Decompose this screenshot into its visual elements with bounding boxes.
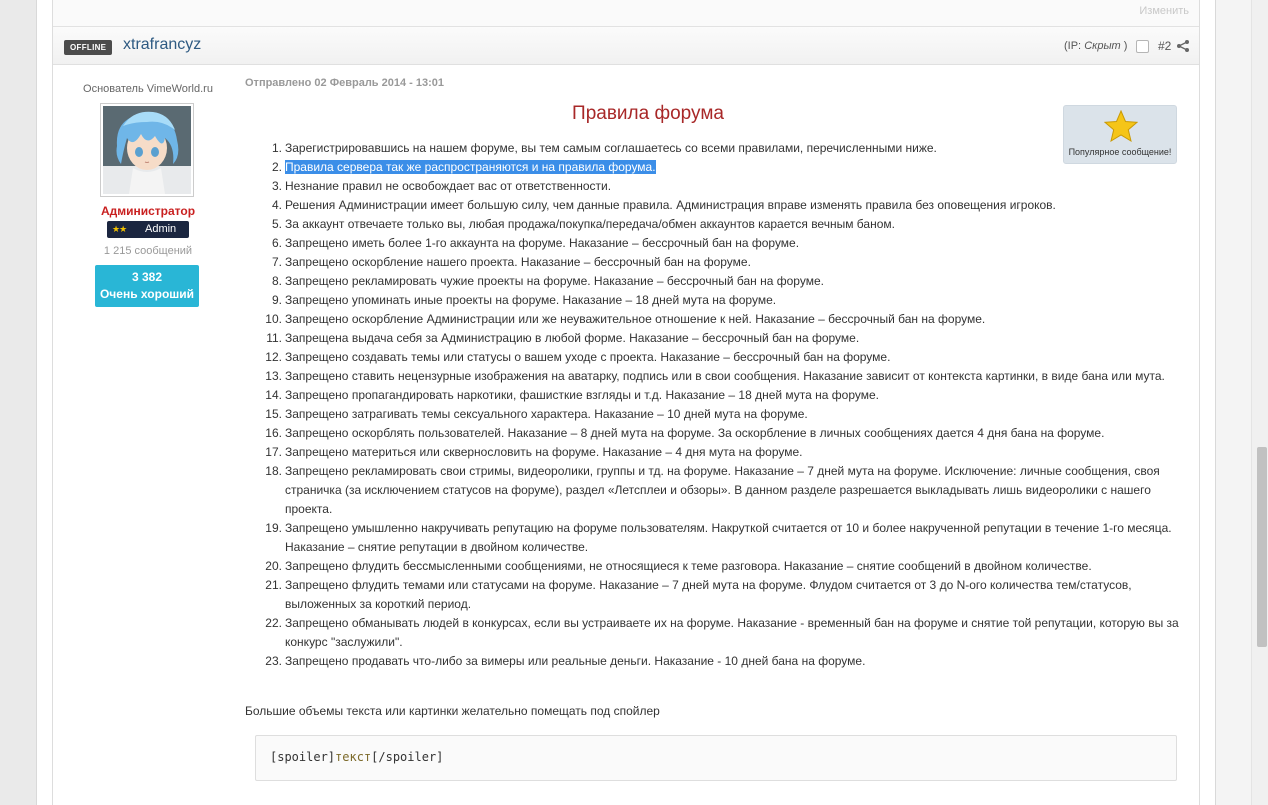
ip-suffix: ): [1123, 40, 1128, 52]
selected-text: Правила сервера так же распространяются и на правила форума.: [285, 160, 656, 174]
rule-item: Запрещено флудить темами или статусами на форуме. Наказание – 7 дней мута на форуме. Флудом считается от 3 до N-ого количества тем/статусов, выложенных за короткий период.: [285, 578, 1132, 611]
post-number-link[interactable]: #2: [1158, 39, 1172, 53]
author-name-link[interactable]: xtrafrancyz: [123, 36, 202, 53]
avatar-image: [103, 106, 191, 194]
rules-list: [285, 139, 1185, 671]
group-name: Администратор: [100, 204, 196, 218]
post-frame: [52, 0, 1200, 805]
rule-item: Запрещено оскорбление Администрации или же неуважительное отношение к ней. Наказание – бессрочный бан на форуме.: [285, 312, 986, 326]
rule-item: Запрещено оскорбление нашего проекта. Наказание – бессрочный бан на форуме.: [285, 255, 751, 269]
share-icon[interactable]: [1176, 39, 1190, 53]
rule-item: Запрещено продавать что-либо за вимеры или реальные деньги. Наказание - 10 дней бана на форуме.: [285, 654, 866, 668]
rule-item: Запрещено затрагивать темы сексуального характера. Наказание – 10 дней мута на форуме.: [285, 407, 808, 421]
reputation-box: [95, 265, 199, 307]
rule-item: Зарегистрировавшись на нашем форуме, вы тем самым соглашаетесь со всеми правилами, перечисленными ниже.: [285, 141, 937, 155]
post-body: [245, 66, 1195, 796]
avatar[interactable]: [100, 103, 194, 197]
post-header: [53, 27, 1199, 65]
multiquote-checkbox[interactable]: [1136, 40, 1149, 53]
rule-item: Запрещено упоминать иные проекты на форуме. Наказание – 18 дней мута на форуме.: [285, 293, 777, 307]
rule-item: Запрещено создавать темы или статусы о вашем уходе с проекта. Наказание – бессрочный бан на форуме.: [285, 350, 891, 364]
popular-post-label: Популярное сообщение!: [1068, 147, 1172, 157]
code-block: [255, 735, 1177, 781]
rule-item: Запрещено рекламировать чужие проекты на форуме. Наказание – бессрочный бан на форуме.: [285, 274, 824, 288]
scrollbar-thumb[interactable]: [1257, 447, 1267, 647]
previous-post-footer: [53, 0, 1199, 27]
rule-item: За аккаунт отвечаете только вы, любая продажа/покупка/передача/обмен аккаунтов карается вечным баном.: [285, 217, 895, 231]
rule-item: Запрещено пропагандировать наркотики, фашисткие взгляды и т.д. Наказание – 18 дней мута на форуме.: [285, 388, 880, 402]
rule-item: Запрещено материться или сквернословить на форуме. Наказание – 4 дня мута на форуме.: [285, 445, 803, 459]
author-title: Основатель VimeWorld.ru: [83, 83, 213, 95]
code-open-tag: [spoiler]: [270, 750, 336, 764]
star-icon: ★★: [112, 224, 127, 234]
rule-item: Запрещено обманывать людей в конкурсах, если вы устраиваете их на форуме. Наказание - временный бан на форуме и снятие той репутации, которую вы за конкурс "заслужили".: [285, 616, 1179, 649]
rule-item: Запрещено ставить нецензурные изображения на аватарку, подпись или в свои сообщения. Наказание зависит от контекста картинки, в виде бана или мута.: [285, 369, 1165, 383]
scrollbar-track[interactable]: [1251, 0, 1268, 805]
rule-item: [285, 158, 1185, 177]
rule-item: Незнание правил не освобождает вас от ответственности.: [285, 179, 612, 193]
ip-prefix: (IP:: [1064, 40, 1082, 52]
rules-title: Правила форума: [572, 103, 724, 124]
rule-item: Запрещено оскорблять пользователей. Наказание – 8 дней мута на форуме. За оскорбление в личных сообщениях дается 4 дня бана на форуме.: [285, 426, 1105, 440]
ip-value: Скрыт: [1084, 40, 1121, 52]
spoiler-note: Большие объемы текста или картинки желательно помещать под спойлер: [245, 704, 660, 718]
post-count: 1 215 сообщений: [103, 245, 193, 257]
rule-item: Решения Администрации имеет большую силу, чем данные правила. Администрация вправе изменять правила без оповещения игроков.: [285, 198, 1056, 212]
page-margin-left: [0, 0, 37, 805]
star-icon: [1104, 110, 1138, 142]
reputation-label: Очень хороший: [99, 287, 195, 301]
offline-badge: OFFLINE: [64, 40, 112, 55]
code-close-tag: [/spoiler]: [371, 750, 444, 764]
group-badge-label: Admin: [145, 223, 177, 235]
edit-link[interactable]: Изменить: [1139, 5, 1189, 17]
rule-item: Запрещена выдача себя за Администрацию в любой форме. Наказание – бессрочный бан на форуме.: [285, 331, 860, 345]
code-text: текст: [335, 750, 372, 764]
author-panel: [53, 66, 243, 366]
rule-item: Запрещено умышленно накручивать репутацию на форуме пользователям. Накруткой считается от 10 и более накрученной репутации в течение 1-го месяца. Наказание – снятие репутации в двойном количестве.: [285, 521, 1172, 554]
rule-item: Запрещено иметь более 1-го аккаунта на форуме. Наказание – бессрочный бан на форуме.: [285, 236, 800, 250]
posted-date: Отправлено 02 Февраль 2014 - 13:01: [245, 77, 445, 89]
reputation-value: 3 382: [131, 270, 163, 284]
content-wrapper: [37, 0, 1215, 805]
rule-item: Запрещено флудить бессмысленными сообщениями, не относящиеся к теме разговора. Наказание – снятие сообщений в двойном количестве.: [285, 559, 1092, 573]
rule-item: Запрещено рекламировать свои стримы, видеоролики, группы и тд. на форуме. Наказание – 7 дней мута на форуме. Исключение: личные сообщения, своя страничка (за исключением статусов на форуме), раздел «Летсплеи и обзоры». В данном разделе разрешается выкладывать лишь видеоролики с нашего проекта.: [285, 464, 1160, 516]
group-badge: [107, 221, 189, 238]
ip-info: [1064, 40, 1127, 52]
